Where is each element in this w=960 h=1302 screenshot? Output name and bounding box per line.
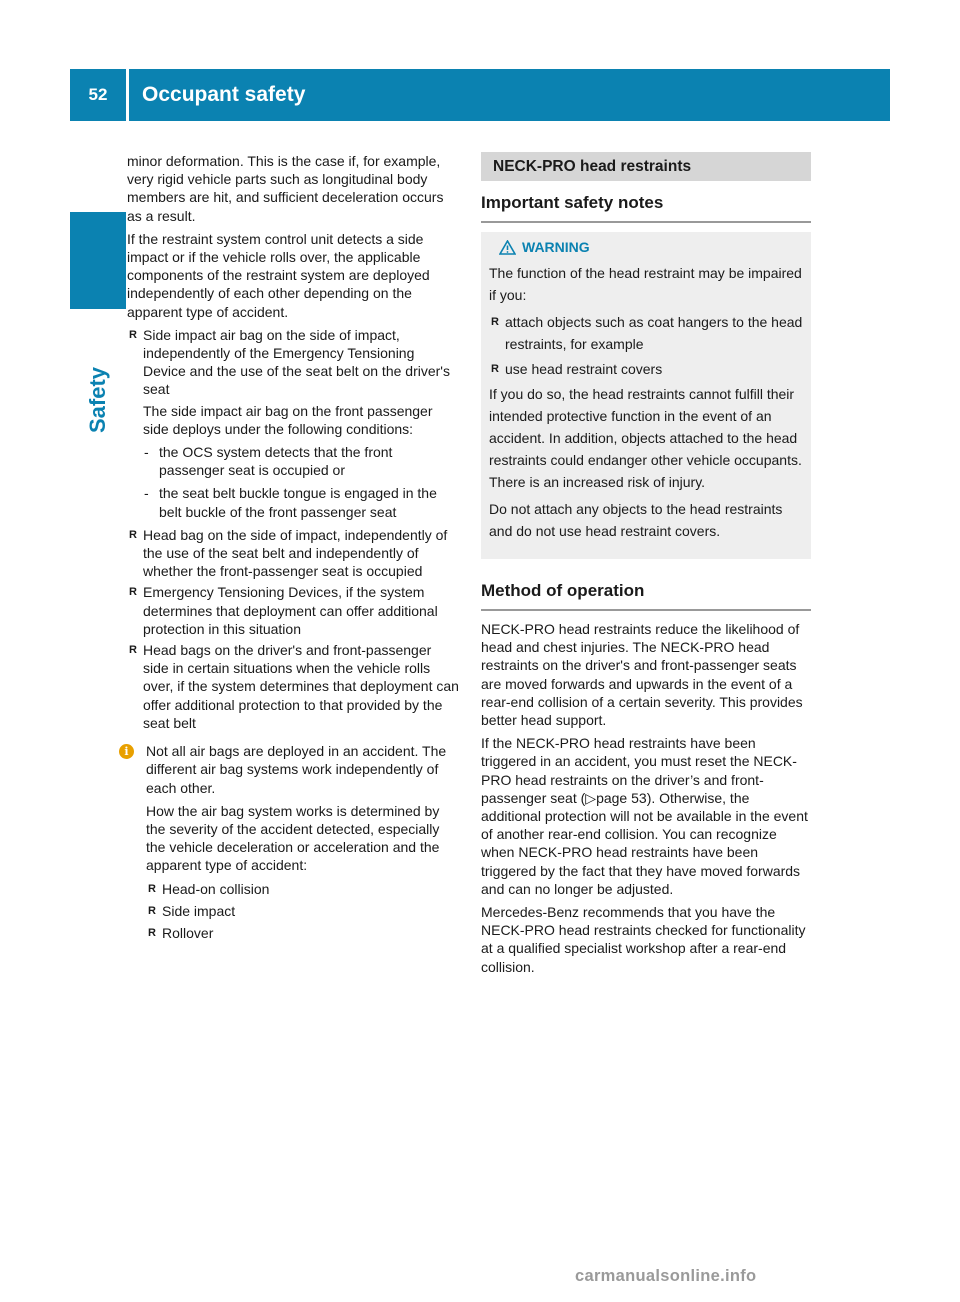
sub-list-item — [127, 484, 460, 520]
sub-list-item — [127, 443, 460, 479]
list-item-text: Side impact — [162, 902, 236, 919]
paragraph: NECK-PRO head restraints reduce the likelihood of head and chest injuries. The NECK-PRO head restraints on the driver's and front-passenger seats are moved forwards and upwards in the event of a rear-end collision of a certain severity. This provides better head support. — [481, 621, 803, 729]
info-icon: i — [119, 744, 134, 759]
right-column — [481, 152, 811, 981]
page-number: 52 — [88, 85, 108, 104]
page-title: Occupant safety — [142, 83, 306, 106]
list-item — [127, 583, 460, 638]
list-item — [146, 902, 460, 920]
section-banner: NECK-PRO head restraints — [481, 152, 811, 181]
warning-header — [489, 236, 803, 258]
bullet-marker: R — [148, 926, 156, 939]
paragraph: If you do so, the head restraints cannot fulfill their intended protective function in the event of an accident. In addition, objects attached to the head restraints could endanger other vehicle occupants. There is an increased risk of injury. — [489, 386, 802, 490]
bullet-marker: R — [491, 316, 499, 328]
bullet-marker: R — [148, 904, 156, 917]
paragraph-text: ). Otherwise, the additional protection will not be available in the event of another rear-end collision. You can recognize when NECK-PRO head restraints have been triggered by the fact that they have moved forwards and can no longer be adjusted. — [481, 789, 808, 897]
list-item-text: use head restraint covers — [505, 361, 663, 377]
side-tab-label: Safety — [85, 366, 110, 434]
list-item — [127, 526, 460, 581]
paragraph-text: If the NECK-PRO head restraints have been triggered in an accident, you must reset the NECK-PRO head restraints on the driver’s and front-passenger seat ( — [481, 735, 797, 806]
paragraph: Not all air bags are deployed in an accident. The different air bag systems work independently of each other. — [146, 743, 447, 796]
sub-list-item-text: the OCS system detects that the front passenger seat is occupied or — [159, 444, 393, 479]
subheading: Method of operation — [481, 579, 811, 611]
sub-list-item-text: the seat belt buckle tongue is engaged in the belt buckle of the front passenger seat — [159, 485, 437, 520]
header-separator — [126, 69, 129, 121]
list-item-text: Side impact air bag on the side of impact, independently of the Emergency Tensioning Device and the use of the seat belt on the driver's seat — [143, 326, 450, 398]
bullet-marker: R — [129, 586, 137, 599]
paragraph: If the restraint system control unit detects a side impact or if the vehicle rolls over, the applicable components of the restraint system are deployed independently of each other depending on the apparent type of accident. — [127, 230, 430, 320]
list-item — [127, 326, 460, 399]
list-item — [489, 358, 803, 380]
list-item — [489, 311, 803, 355]
paragraph: Do not attach any objects to the head restraints and do not use head restraint covers. — [489, 501, 783, 539]
paragraph: How the air bag system works is determined by the severity of the accident detected, especially the vehicle deceleration or acceleration and the apparent type of accident: — [146, 802, 440, 874]
list-item-text: Rollover — [162, 924, 214, 941]
page-reference-link[interactable]: page 53 — [596, 789, 647, 806]
bullet-marker: R — [129, 644, 137, 657]
list-item — [146, 880, 460, 898]
paragraph: minor deformation. This is the case if, for example, very rigid vehicle parts such as longitudinal body members are hit, and sufficient deceleration occurs as a result. — [127, 153, 444, 224]
watermark: carmanualsonline.info — [575, 1267, 757, 1285]
bullet-marker: R — [491, 363, 499, 375]
list-item-text: Head-on collision — [162, 880, 270, 897]
dash-marker: - — [144, 444, 149, 461]
warning-title: WARNING — [522, 239, 590, 255]
list-item-text: Head bag on the side of impact, independently of the use of the seat belt and independently of whether the front-passenger seat is occupied — [143, 526, 448, 580]
paragraph — [481, 734, 811, 898]
page-ref-arrow-icon: ▷ — [585, 789, 597, 806]
left-column — [124, 152, 460, 945]
warning-box — [481, 232, 811, 559]
warning-triangle-icon — [499, 240, 516, 255]
dash-marker: - — [144, 485, 149, 502]
list-item-text: attach objects such as coat hangers to the head restraints, for example — [505, 314, 803, 352]
list-item — [127, 641, 460, 732]
list-item-text: Head bags on the driver's and front-passenger side in certain situations when the vehicle rolls over, if the system determines that deployment can offer additional protection to that provided by the seat belt — [143, 642, 459, 731]
bullet-marker: R — [129, 328, 137, 341]
subheading: Important safety notes — [481, 191, 811, 223]
paragraph: Mercedes-Benz recommends that you have the NECK-PRO head restraints checked for functionality at a qualified specialist workshop after a rear-end collision. — [481, 904, 806, 975]
side-tab-marker — [70, 212, 126, 309]
list-item-text: Emergency Tensioning Devices, if the system determines that deployment can offer additional protection in this situation — [143, 584, 438, 637]
info-note — [124, 742, 460, 942]
list-item — [146, 924, 460, 942]
bullet-marker: R — [129, 528, 137, 541]
paragraph: The side impact air bag on the front passenger side deploys under the following conditions: — [143, 402, 433, 437]
paragraph: The function of the head restraint may be impaired if you: — [489, 265, 802, 303]
bullet-marker: R — [148, 882, 156, 895]
